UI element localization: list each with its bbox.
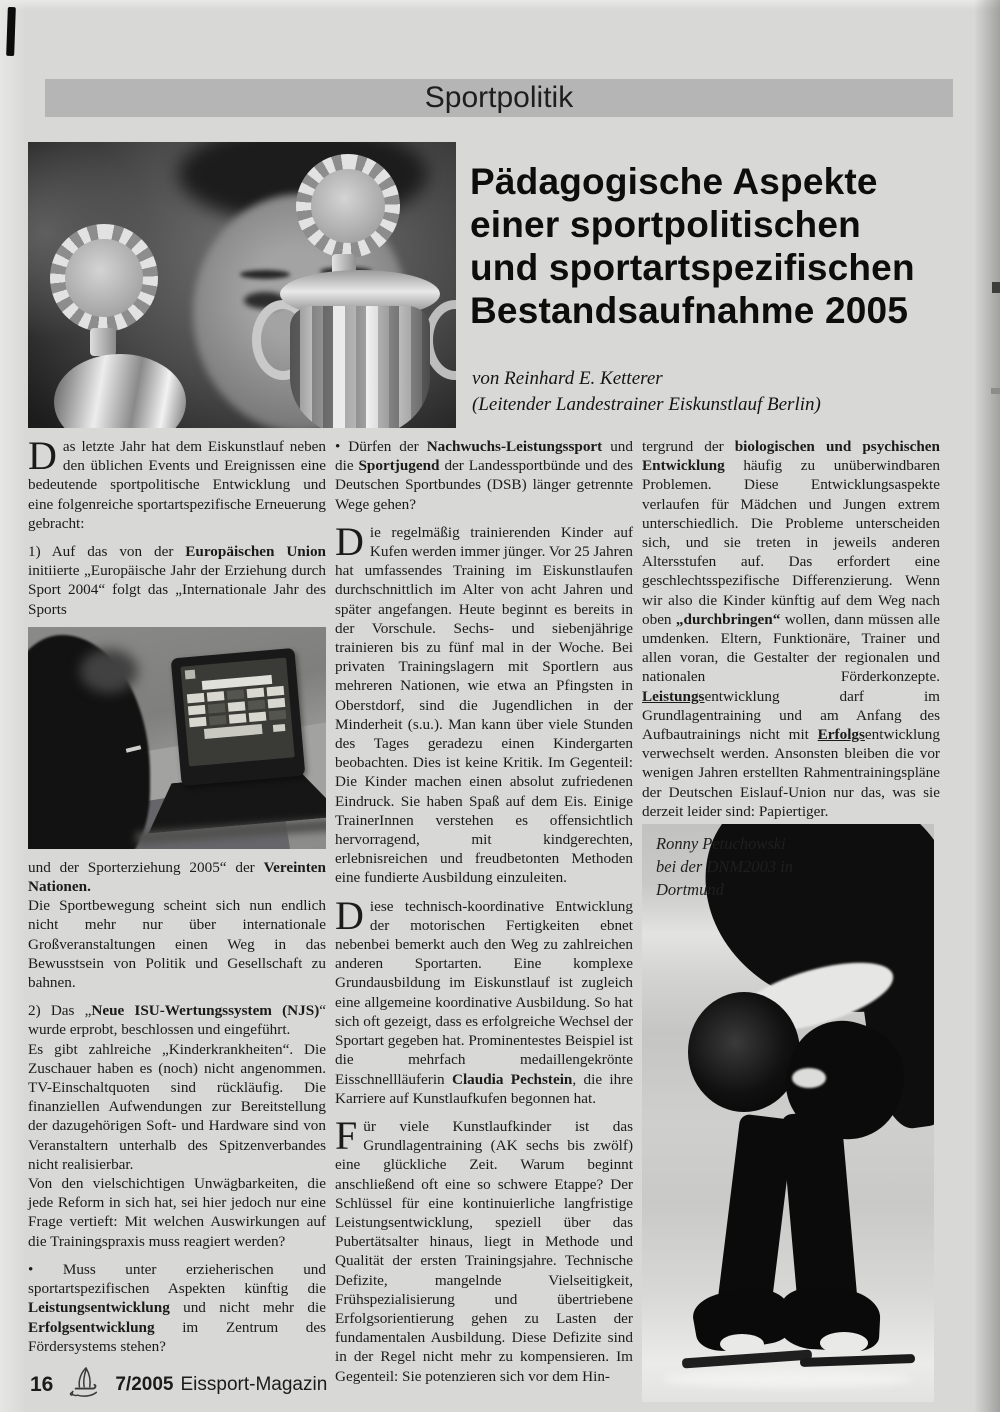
skater-photo [642, 824, 934, 1402]
photo-detail [720, 1334, 764, 1354]
photo-detail [688, 992, 800, 1112]
paragraph: Diese technisch-koordinative Entwicklung der motorischen Fertigkeiten ebnet nebenbei bemerkt auch den Weg zu zahlreichen anderen Sportarten. Eine komplexe Grundausbildung im Eiskunstlauf ist zugleich eine allgemeine koordinative Ausbildung. So hat sich oft gezeigt, dass es erfolgreiche Wechsel der Sportart gegeben hat. Prominentestes Beispiel ist die mehrfach medaillengekrönte Eisschnellläuferin Claudia Pechstein, die ihre Karriere auf Kunstlaufkufen begonnen hat. [335, 892, 634, 1107]
column-2 [335, 437, 633, 1402]
scan-edge-left [0, 0, 26, 1412]
title-line: einer sportpolitischen [470, 204, 861, 245]
paragraph: 1) Auf das von der Europäischen Union initiierte „Europäische Jahr der Erziehung durch Sport 2004“ folgt das „Internationale Jahr des Sports [28, 543, 327, 618]
trophy-cup [290, 306, 430, 428]
title-line: Bestandsaufnahme 2005 [470, 290, 909, 331]
drop-cap: D [28, 433, 57, 478]
issue-number: 7/2005 [115, 1374, 174, 1395]
photo-detail [792, 1068, 826, 1088]
paragraph: Von den vielschichtigen Unwägbarkeiten, die jede Reform in sich hat, sei hier jedoch nur eine Frage vertieft: Mit welchen Auswirkungen auf die Trainingspraxis muss reagiert werden? [28, 1175, 326, 1250]
photo-detail [240, 270, 290, 279]
scan-edge-top [0, 0, 1000, 10]
paragraph: Das letzte Jahr hat dem Eiskunstlauf neben den üblichen Events und Ereignissen eine bedeutende sportpolitische Entwicklung und eine folgenreiche sportartspezifische Erneuerung gebracht: [28, 433, 326, 532]
byline-role: (Leitender Landestrainer Eiskunstlauf Berlin) [472, 394, 821, 415]
trophy-medal [50, 224, 158, 332]
drop-cap: D [335, 518, 364, 564]
photo-detail [800, 1354, 915, 1367]
magazine-name: Eissport-Magazin [180, 1374, 328, 1395]
title-line: und sportartspezifischen [470, 247, 915, 288]
paragraph: 2) Das „Neue ISU-Wertungssystem (NJS)“ wurde erprobt, beschlossen und eingeführt. [28, 1002, 326, 1039]
drop-cap: F [335, 1112, 358, 1158]
judging-terminal-photo [28, 627, 326, 849]
touchscreen-ui [180, 657, 294, 766]
byline-author: von Reinhard E. Ketterer [472, 368, 663, 389]
paragraph: und der Sporterziehung 2005“ der Vereinten Nationen. [28, 858, 326, 896]
section-header-bar [45, 79, 953, 117]
trophy-cup [54, 354, 186, 428]
scan-artifact-mark [6, 7, 16, 56]
section-title: Sportpolitik [424, 81, 574, 114]
photo-detail [662, 1370, 912, 1388]
photo-detail [820, 1332, 868, 1354]
column-3 [642, 437, 940, 1402]
title-line: Pädagogische Aspekte [470, 161, 878, 202]
paragraph: Es gibt zahlreiche „Kinderkrankheiten“. Die Zuschauer haben es (noch) nicht angenommen. TV-Einschaltquoten sind rückläufig. Die finanziellen Aufwendungen zur Bereitstellung der dazugehörigen Soft- und Hardware sind von Veranstaltern unterhalb des Spitzenverbandes nicht realisierbar. [28, 1040, 326, 1173]
trophy-medal [296, 154, 400, 258]
eissport-logo-icon [67, 1366, 105, 1404]
photo-caption: Ronny Petuchowski bei der DNM2003 in Dortmund [656, 834, 794, 900]
page-footer [30, 1366, 327, 1404]
scan-artifact-dash [991, 388, 1000, 394]
photo-detail [80, 649, 138, 693]
article-body [28, 433, 940, 1402]
drop-cap: D [335, 892, 364, 938]
article-title [470, 160, 990, 332]
touchscreen-monitor [171, 648, 306, 786]
trophy-child-photo [28, 142, 456, 428]
paragraph: Für viele Kunstlaufkinder ist das Grundlagentraining (AK sechs bis zwölf) eine glückliche Zeit. Warum beginnt anschließend oft eine so schwere Etappe? Der Schlüssel für eine kontinuierliche langfristige Leistungsentwicklung, speziell über das Pubertätsalter hinaus, liegt in Methode und Qualität der ersten Trainingsjahre. Technische Defizite, mangelnde Vielseitigkeit, Frühspezialisierung und übertriebene Erfolgsorientierung gehen zu Lasten der fundamentalen Ausbildung. Diese Defizite sind in der Regel nicht mehr zu kompensieren. Im Gegenteil: Sie potenzieren sich vor dem Hin- [335, 1112, 633, 1385]
page-number: 16 [30, 1373, 54, 1396]
scan-artifact-dash [992, 282, 1000, 293]
paragraph: • Dürfen der Nachwuchs-Leistungssport und die Sportjugend der Landessportbünde und des Deutschen Sportbundes (DSB) länger getrennte Wege gehen? [335, 438, 633, 513]
paragraph: Die regelmäßig trainierenden Kinder auf Kufen werden immer jünger. Vor 25 Jahren hat umfassendes Training im Eiskunstlaufen durchschnittlich im Alter von acht Jahren und später angefangen. Heute beginnt es bereits in der Vorschule. Sechs- und siebenjährige trainieren bis zu fünf mal in der Woche. Bei privaten Trainingslagern mit Sportlern aus mehreren Nationen, wie etwa an Pfingsten in Oberstdorf, sind die Jugendlichen in der Minderheit (s.u.). Man kann über viele Stunden des Tages geradezu einen Kindergarten beobachten. Dies ist keine Kritik. Im Gegenteil: Die Kinder machen einen absolut zufriedenen Eindruck. Sie haben Spaß auf dem Eis. Einige TrainerInnen verstehen es offensichtlich hervorragend, mit kindgerechten, erlebnisreichen und freudbetonten Methoden eine fundierte Ausbildung einzuleiten. [335, 518, 633, 887]
paragraph: Die Sportbewegung scheint sich nun endlich nicht mehr nur über internationale Großveranstaltungen einen Weg in das Bewusstsein von Politik und Gesellschaft zu bahnen. [28, 897, 326, 992]
photo-detail [90, 328, 116, 356]
column-1 [28, 433, 327, 1402]
paragraph: tergrund der biologischen und psychischen Entwicklung häufig zu unüberwindbaren Problemen. Diese Entwicklungsaspekte verlaufen für Mädchen und Jungen extrem unterschiedlich. Die Probleme unterscheiden sich, und sie treten in jeweils anderen Altersstufen auf. Das erfordert eine geschlechtsspezifische Differenzierung. Wenn wir also die Kinder künftig auf dem Weg nach oben „durchbringen“ wollen, dann müssen alle umdenken. Eltern, Funktionäre, Trainer und allen voran, die Gestalter der regionalen und nationalen Förderkonzepte. Leistungsentwicklung darf im Grundlagentraining und am Anfang des Aufbautrainings nicht mit Erfolgsentwicklung verwechselt werden. Ansonsten bleiben die vor wenigen Jahren erstellten Rahmentrainingspläne der Deutschen Eislauf-Union nur das, was sie derzeit leider sind: Papiertiger. [642, 438, 940, 820]
paragraph: • Muss unter erzieherischen und sportartspezifischen Aspekten künftig die Leistungsentwicklung und nicht mehr die Erfolgsentwicklung im Zentrum des Fördersystems stehen? [28, 1260, 326, 1355]
byline [472, 366, 972, 418]
